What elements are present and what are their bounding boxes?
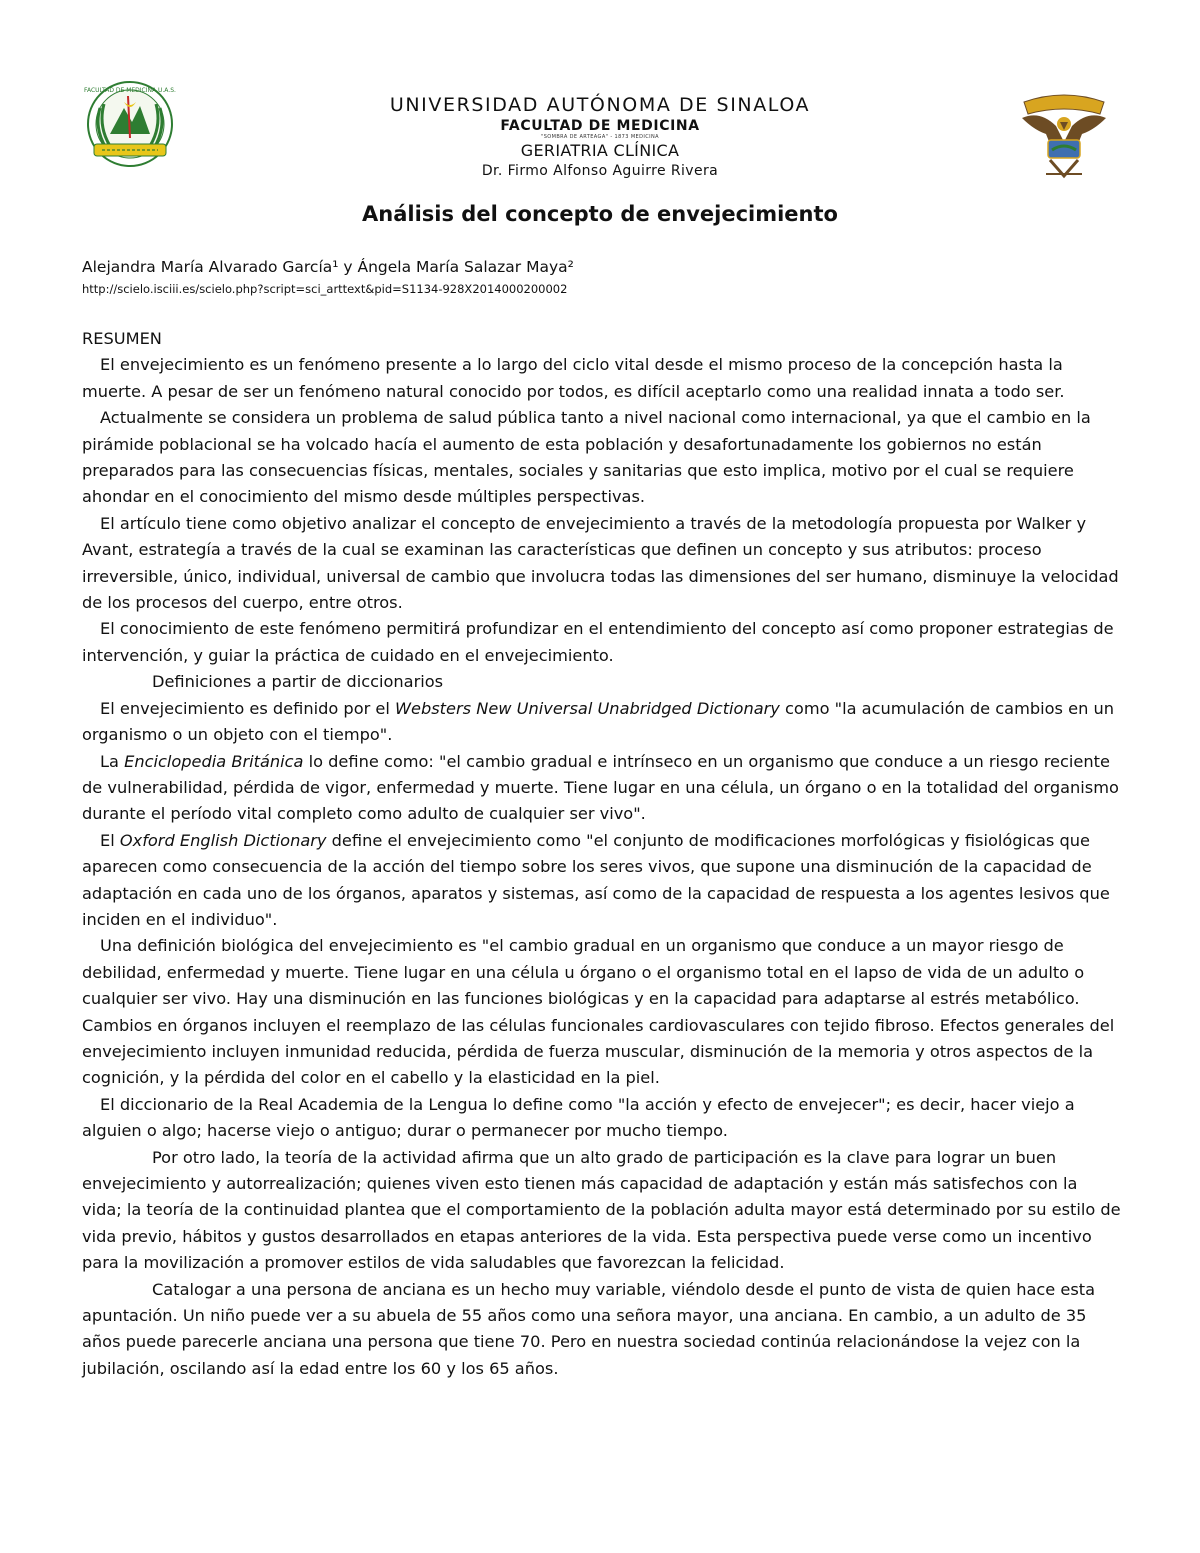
paragraph-11: Catalogar a una persona de anciana es un hecho muy variable, viéndolo desde el punto de vista de quien hace esta apuntación. Un niño puede ver a su abuela de 55 años como una señora mayor, una anciana. En cambio, a un adulto de 35 años puede parecerle anciana una persona que tiene 70. Pero en nuestra sociedad continúa relacionándose la vejez con la jubilación, oscilando así la edad entre los 60 y los 65 años. (82, 1279, 1096, 1378)
section-subheading: Definiciones a partir de diccionarios (152, 672, 444, 692)
svg-text:FACULTAD DE MEDICINA U.A.S.: FACULTAD DE MEDICINA U.A.S. (84, 87, 176, 94)
paragraph-5-text-a: El envejecimiento es definido por el (100, 698, 395, 718)
paragraph-7-citation: Oxford English Dictionary (119, 830, 327, 850)
document-title: Análisis del concepto de envejecimiento (362, 202, 838, 226)
paragraph-3: El artículo tiene como objetivo analizar el concepto de envejecimiento a través de la metodología propuesta por Walker y Avant, estrategía a través de la cual se examinan las características que definen un concepto y sus atributos: proceso irreversible, único, individual, universal de cambio que involucra todas las dimensiones del ser humano, disminuye la velocidad de los procesos del cuerpo, entre otros. (82, 513, 1119, 613)
document-header (250, 92, 950, 181)
paragraph-7 (82, 828, 1122, 934)
paragraph-8: Una definición biológica del envejecimiento es "el cambio gradual en un organismo que conduce a un mayor riesgo de debilidad, enfermedad y muerte. Tiene lugar en una célula u órgano o el organismo total en el lapso de vida de un adulto o cualquier ser vivo. Hay una disminución en las funciones biológicas y en la capacidad para adaptarse al estrés metabólico. Cambios en órganos incluyen el reemplazo de las células funcionales cardiovasculares con tejido fibroso. Efectos generales del envejecimiento incluyen inmunidad reducida, pérdida de fuerza muscular, disminución de la memoria y otros aspectos de la cognición, y la pérdida del color en el cabello y la elasticidad en la piel. (82, 936, 1115, 1088)
paragraph-6 (82, 749, 1122, 828)
course-name: GERIATRIA CLÍNICA (520, 141, 680, 160)
paragraph-1: El envejecimiento es un fenómeno presente a lo largo del ciclo vital desde el mismo proceso de la concepción hasta la muerte. A pesar de ser un fenómeno natural conocido por todos, es difícil aceptarlo como una realidad innata a todo ser. (82, 355, 1065, 401)
paragraph-4: El conocimiento de este fenómeno permitirá profundizar en el entendimiento del concepto así como proponer estrategias de intervención, y guiar la práctica de cuidado en el envejecimiento. (82, 619, 1114, 665)
professor-name: Dr. Firmo Alfonso Aguirre Rivera (481, 163, 719, 179)
paragraph-6-text-b: lo define como: "el cambio gradual e intrínseco en un organismo que conduce a un riesgo reciente de vulnerabilidad, pérdida de vigor, enfermedad y muerte. Tiene lugar en una célula, un órgano o en la totalidad del organismo durante el período vital completo como adulto de cualquier ser vivo". (82, 751, 1119, 824)
paragraph-6-text-a: La (100, 751, 125, 771)
faculty-name: FACULTAD DE MEDICINA (500, 118, 700, 134)
paragraph-10: Por otro lado, la teoría de la actividad afirma que un alto grado de participación es la clave para lograr un buen envejecimiento y autorrealización; quienes viven esto tienen más capacidad de adaptación y están más satisfechos con la vida; la teoría de la continuidad plantea que el comportamiento de la población adulta mayor está determinado por su estilo de vida previo, hábitos y gustos desarrollados en etapas anteriores de la vida. Esta perspectiva puede verse como un incentivo para la movilización a promover estilos de vida saludables que favorezcan la felicidad. (82, 1147, 1121, 1273)
university-name: UNIVERSIDAD AUTÓNOMA DE SINALOA (389, 94, 811, 116)
faculty-seal-icon (80, 78, 180, 174)
paragraph-5 (82, 696, 1122, 749)
paragraph-7-text-b: define el envejecimiento como "el conjunto de modificaciones morfológicas y fisiológicas que aparecen como consecuencia de la acción del tiempo sobre los seres vivos, que supone una disminución de la capacidad de adaptación en cada uno de los órganos, aparatos y sistemas, así como de la capacidad de respuesta a los agentes lesivos que inciden en el individuo". (82, 830, 1110, 929)
university-eagle-crest-icon (1016, 84, 1112, 184)
source-url: http://scielo.isciii.es/scielo.php?script=sci_arttext&pid=S1134-928X2014000200002 (82, 282, 568, 296)
faculty-motto: "SOMBRA DE ARTEAGA" - 1873 MEDICINA (541, 134, 659, 140)
paragraph-2: Actualmente se considera un problema de salud pública tanto a nivel nacional como internacional, ya que el cambio en la pirámide poblacional se ha volcado hacía el aumento de esta población y desafortunadamente los gobiernos no están preparados para las consecuencias físicas, mentales, sociales y sanitarias que esto implica, motivo por el cual se requiere ahondar en el conocimiento del mismo desde múltiples perspectivas. (82, 408, 1091, 507)
resumen-heading: RESUMEN (82, 329, 162, 348)
paragraph-5-text-b: como "la acumulación de cambios en un organismo o un objeto con el tiempo". (82, 698, 1114, 745)
paragraph-6-citation: Enciclopedia Británica (124, 751, 304, 771)
paragraph-5-citation: Websters New Universal Unabridged Dictionary (395, 698, 780, 718)
paragraph-9: El diccionario de la Real Academia de la Lengua lo define como "la acción y efecto de envejecer"; es decir, hacer viejo a alguien o algo; hacerse viejo o antiguo; durar o permanecer por mucho tiempo. (82, 1094, 1075, 1141)
document-body (82, 326, 1122, 1382)
paragraph-7-text-a: El (100, 830, 120, 850)
authors-line: Alejandra María Alvarado García¹ y Ángela María Salazar Maya² (82, 258, 574, 276)
